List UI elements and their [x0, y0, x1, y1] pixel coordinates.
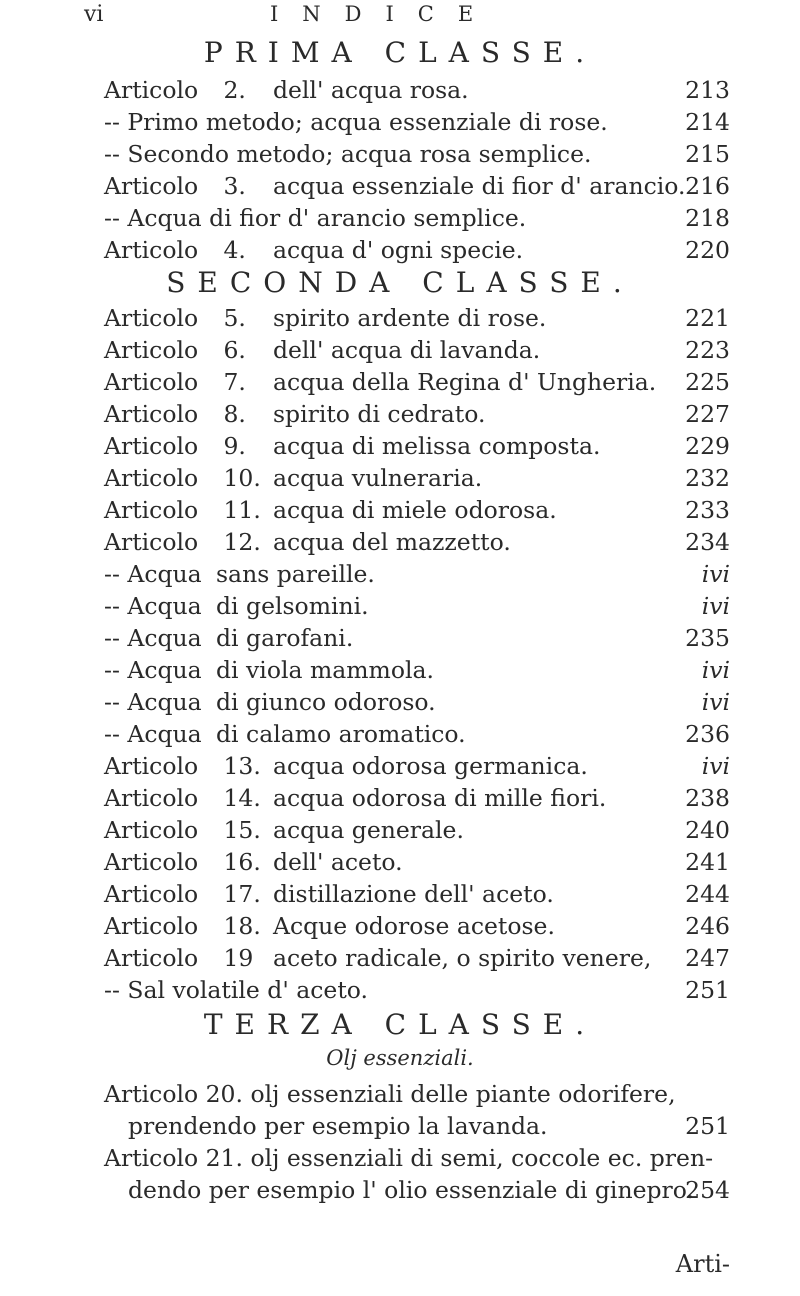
index-entry — [104, 590, 730, 622]
index-entry — [104, 686, 730, 718]
index-entry — [104, 846, 730, 878]
entry-page: 241 — [685, 848, 730, 876]
entry-prefix: Articolo — [104, 496, 199, 524]
entry-prefix: Articolo — [104, 944, 199, 972]
index-entry — [104, 462, 730, 494]
entry-page: 225 — [685, 368, 730, 396]
entry-page: 244 — [685, 880, 730, 908]
index-entry — [104, 942, 730, 974]
index-entry-paragraph — [104, 1078, 730, 1142]
entry-page: ivi — [701, 752, 730, 780]
index-entry — [104, 302, 730, 334]
entry-prefix: Articolo — [104, 432, 199, 460]
entry-prefix: -- Primo — [104, 108, 199, 136]
entry-text: distillazione dell' aceto. — [272, 880, 554, 908]
entry-text: spirito ardente di rose. — [272, 304, 547, 332]
entry-number: 16. — [223, 848, 261, 876]
index-entry — [104, 334, 730, 366]
entry-prefix: -- Acqua — [104, 204, 202, 232]
entry-line: Articolo 20. olj essenziali delle piante odorifere, — [104, 1080, 676, 1108]
index-entry — [104, 202, 730, 234]
entry-page: 213 — [685, 76, 730, 104]
index-entry — [104, 878, 730, 910]
entry-number: 18. — [223, 912, 261, 940]
running-title: INDICE — [270, 2, 498, 26]
entry-text: di gelsomini. — [216, 592, 369, 620]
entry-number: 3. — [223, 172, 246, 200]
entry-prefix: Articolo — [104, 752, 199, 780]
entry-prefix: Articolo — [104, 304, 199, 332]
entry-number: 13. — [223, 752, 261, 780]
entry-number: 17. — [223, 880, 261, 908]
entry-number: 2. — [223, 76, 246, 104]
entry-page: 238 — [685, 784, 730, 812]
index-entry — [104, 430, 730, 462]
entry-prefix: -- Acqua — [104, 656, 202, 684]
catchword: Arti- — [675, 1250, 730, 1278]
entry-text: dell' aceto. — [272, 848, 403, 876]
entry-text: acqua generale. — [272, 816, 464, 844]
index-entry — [104, 138, 730, 170]
index-entry — [104, 718, 730, 750]
entry-number: 6. — [223, 336, 246, 364]
index-entry — [104, 654, 730, 686]
entry-page: 233 — [685, 496, 730, 524]
index-entry — [104, 526, 730, 558]
index-entry — [104, 170, 730, 202]
entry-prefix: -- Sal — [104, 976, 165, 1004]
entry-page: 240 — [685, 816, 730, 844]
index-entry — [104, 750, 730, 782]
entry-text: acqua d' ogni specie. — [272, 236, 524, 264]
entry-page: ivi — [701, 560, 730, 588]
entry-text: di garofani. — [216, 624, 354, 652]
index-entry — [104, 106, 730, 138]
entry-prefix: -- Acqua — [104, 560, 202, 588]
entry-page: 254 — [685, 1176, 730, 1204]
entry-text: acqua essenziale di fior d' arancio. — [272, 172, 686, 200]
entry-text: metodo; acqua essenziale di rose. — [205, 108, 608, 136]
entry-prefix: Articolo — [104, 336, 199, 364]
index-entry — [104, 74, 730, 106]
entry-number: 8. — [223, 400, 246, 428]
entry-text: acqua della Regina d' Ungheria. — [272, 368, 657, 396]
entry-number: 7. — [223, 368, 246, 396]
entry-text: dell' acqua rosa. — [272, 76, 469, 104]
index-entry — [104, 782, 730, 814]
entry-page: ivi — [701, 688, 730, 716]
entry-page: ivi — [701, 592, 730, 620]
entry-number: 4. — [223, 236, 246, 264]
entry-text: di fior d' arancio semplice. — [209, 204, 527, 232]
entry-page: 214 — [685, 108, 730, 136]
entry-number: 15. — [223, 816, 261, 844]
entry-number: 10. — [223, 464, 261, 492]
entry-prefix: -- Acqua — [104, 720, 202, 748]
entry-text: Acque odorose acetose. — [272, 912, 555, 940]
entry-text: dell' acqua di lavanda. — [272, 336, 541, 364]
entry-prefix: -- Acqua — [104, 688, 202, 716]
entry-page: 251 — [685, 976, 730, 1004]
entry-number: 19 — [223, 944, 254, 972]
entry-page: 223 — [685, 336, 730, 364]
entry-line-text: prendendo per esempio la lavanda. — [128, 1112, 548, 1140]
entry-text: di viola mammola. — [216, 656, 434, 684]
entry-line-text: dendo per esempio l' olio essenziale di ginepro. — [128, 1176, 694, 1204]
entry-number: 14. — [223, 784, 261, 812]
entry-text: sans pareille. — [216, 560, 375, 588]
entry-line: Articolo 21. olj essenziali di semi, coccole ec. pren- — [104, 1144, 714, 1172]
entry-page: 236 — [685, 720, 730, 748]
entry-prefix: -- Acqua — [104, 624, 202, 652]
index-entry — [104, 814, 730, 846]
entry-prefix: Articolo — [104, 464, 199, 492]
entry-page: 246 — [685, 912, 730, 940]
index-entry — [104, 366, 730, 398]
index-entry — [104, 622, 730, 654]
index-entry — [104, 974, 730, 1006]
index-entry — [104, 494, 730, 526]
entry-page: 234 — [685, 528, 730, 556]
running-header — [0, 2, 800, 32]
entry-text: acqua vulneraria. — [272, 464, 483, 492]
entry-prefix: Articolo — [104, 528, 199, 556]
entry-text: volatile d' aceto. — [172, 976, 368, 1004]
entry-page: 251 — [685, 1112, 730, 1140]
entry-prefix: Articolo — [104, 848, 199, 876]
entry-text: acqua odorosa germanica. — [272, 752, 588, 780]
entry-page: 220 — [685, 236, 730, 264]
section-heading-prima: PRIMA CLASSE. — [203, 36, 597, 69]
section-subheading: Olj essenziali. — [326, 1046, 474, 1070]
section-heading-terza: TERZA CLASSE. — [203, 1008, 597, 1041]
entry-text: acqua odorosa di mille fiori. — [272, 784, 607, 812]
entry-number: 12. — [223, 528, 261, 556]
entry-prefix: Articolo — [104, 236, 199, 264]
entry-prefix: -- Acqua — [104, 592, 202, 620]
entry-text: acqua di melissa composta. — [272, 432, 601, 460]
entry-text: acqua del mazzetto. — [272, 528, 511, 556]
entry-text: metodo; acqua rosa semplice. — [236, 140, 592, 168]
entry-prefix: Articolo — [104, 76, 199, 104]
entry-prefix: Articolo — [104, 400, 199, 428]
entry-page: 218 — [685, 204, 730, 232]
entry-prefix: Articolo — [104, 172, 199, 200]
entry-page: 216 — [685, 172, 730, 200]
index-entry-paragraph — [104, 1142, 730, 1206]
entry-prefix: Articolo — [104, 784, 199, 812]
entry-page: 247 — [685, 944, 730, 972]
entry-page: 232 — [685, 464, 730, 492]
entry-text: di giunco odoroso. — [216, 688, 436, 716]
entry-prefix: -- Secondo — [104, 140, 229, 168]
entry-number: 9. — [223, 432, 246, 460]
entry-page: 221 — [685, 304, 730, 332]
entry-page: 235 — [685, 624, 730, 652]
entry-text: acqua di miele odorosa. — [272, 496, 557, 524]
index-entry — [104, 234, 730, 266]
entry-prefix: Articolo — [104, 880, 199, 908]
section-heading-seconda: SECONDA CLASSE. — [166, 266, 634, 299]
entry-page: ivi — [701, 656, 730, 684]
entry-page: 215 — [685, 140, 730, 168]
entry-page: 227 — [685, 400, 730, 428]
entry-text: di calamo aromatico. — [216, 720, 466, 748]
entry-line-continued — [104, 1110, 730, 1142]
page-number: vi — [84, 2, 104, 27]
entry-prefix: Articolo — [104, 816, 199, 844]
entry-prefix: Articolo — [104, 368, 199, 396]
entry-number: 11. — [223, 496, 261, 524]
entry-text: spirito di cedrato. — [272, 400, 486, 428]
entry-line-continued — [104, 1174, 730, 1206]
index-entry — [104, 398, 730, 430]
index-entry — [104, 910, 730, 942]
entry-page: 229 — [685, 432, 730, 460]
index-entry — [104, 558, 730, 590]
entry-number: 5. — [223, 304, 246, 332]
entry-prefix: Articolo — [104, 912, 199, 940]
entry-text: aceto radicale, o spirito venere, — [272, 944, 652, 972]
